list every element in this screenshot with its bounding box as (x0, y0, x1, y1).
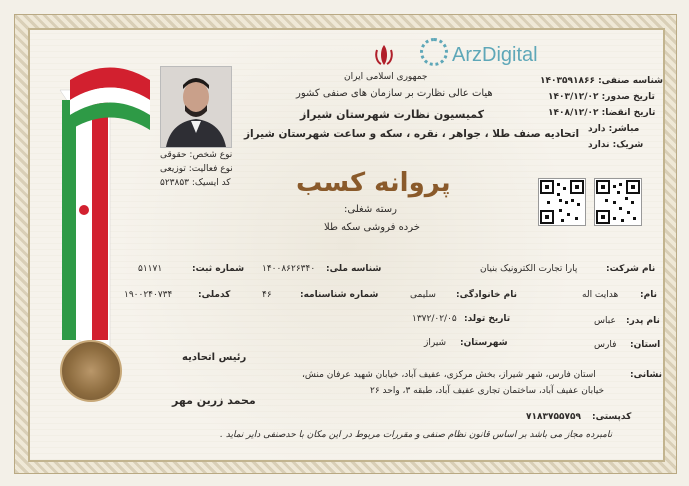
certificate-title: پروانه کسب (296, 168, 451, 198)
qr-code-icon (538, 178, 586, 226)
national-id: ۱۴۰۰۸۶۲۶۳۴۰ (262, 264, 316, 274)
header-council: هیات عالی نظارت بر سازمان های صنفی کشور (296, 88, 493, 99)
isic-code: کد ایسیک: ۵۲۳۸۵۳ (160, 178, 231, 188)
iran-flag-ribbon (50, 60, 163, 360)
first-name-label: نام: (640, 290, 657, 300)
header-union: اتحادیه صنف طلا ، جواهر ، نقره ، سکه و ساعت شهرستان شیراز (244, 128, 580, 140)
id-no-label: شماره شناسنامه: (300, 290, 379, 300)
expiry-date: تاریخ انقضا: ۱۴۰۸/۱۲/۰۲ (548, 108, 656, 118)
watermark-logo (420, 38, 538, 67)
province-label: استان: (630, 340, 661, 350)
header-republic: جمهوری اسلامی ایران (344, 72, 428, 82)
activity-type: نوع فعالیت: توزیعی (160, 164, 233, 174)
reg-no: ۵۱۱۷۱ (138, 264, 163, 274)
footer-note: نامبرده مجاز می باشد بر اساس قانون نظام صنفی و مقررات مربوط در این مکان با حدصنفی دایر نماید . (220, 430, 613, 440)
signature-role: رئیس اتحادیه (182, 352, 247, 363)
qr-code-icon (594, 178, 642, 226)
company-name: پارا تجارت الکترونیک بنیان (480, 264, 578, 274)
birth: ۱۳۷۲/۰۲/۰۵ (412, 314, 457, 324)
province: فارس (594, 340, 617, 350)
guild-id: شناسه صنفی: ۱۴۰۳۵۹۱۸۶۶ (540, 76, 663, 86)
last-name-label: نام خانوادگی: (456, 290, 518, 300)
first-name: هدایت اله (582, 290, 619, 300)
watermark-icon (420, 38, 448, 66)
person-type: نوع شخص: حقوقی (160, 150, 233, 160)
signature-name: محمد زرین مهر (172, 394, 256, 407)
address-line1: استان فارس، شهر شیراز، بخش مرکزی، عفیف آباد، خیابان شهید عرفان منش، (302, 370, 596, 380)
issue-date: تاریخ صدور: ۱۴۰۳/۱۲/۰۲ (548, 92, 655, 102)
address-label: نشانی: (630, 370, 663, 380)
national-id-label: شناسه ملی: (326, 264, 382, 274)
birth-label: تاریخ تولد: (464, 314, 511, 324)
header-commission: کمیسیون نظارت شهرستان شیراز (300, 108, 485, 121)
partner-status: شریک: ندارد (588, 140, 644, 150)
last-name: سلیمی (410, 290, 436, 300)
field-value: خرده فروشی سکه طلا (324, 222, 420, 233)
owner-status: مباشر: دارد (588, 124, 640, 134)
national-code: ۱۹۰۰۲۴۰۷۳۴ (124, 290, 173, 300)
ministry-seal-icon (60, 340, 122, 402)
postal: ۷۱۸۳۷۵۵۷۵۹ (526, 412, 581, 422)
field-label: رسته شغلی: (344, 204, 397, 215)
owner-photo (160, 66, 232, 148)
id-no: ۴۶ (262, 290, 272, 300)
company-name-label: نام شرکت: (606, 264, 656, 274)
iran-emblem-icon (371, 42, 397, 68)
father-label: نام پدر: (626, 316, 660, 326)
address-line2: خیابان عفیف آباد، ساختمان تجاری عفیف آباد، طبقه ۳، واحد ۲۶ (370, 386, 605, 396)
watermark-text: ArzDigital (452, 44, 538, 66)
postal-label: کدپستی: (592, 412, 632, 422)
national-code-label: کدملی: (198, 290, 231, 300)
father: عباس (594, 316, 616, 326)
city: شیراز (424, 338, 447, 348)
city-label: شهرستان: (460, 338, 508, 348)
reg-no-label: شماره ثبت: (192, 264, 245, 274)
